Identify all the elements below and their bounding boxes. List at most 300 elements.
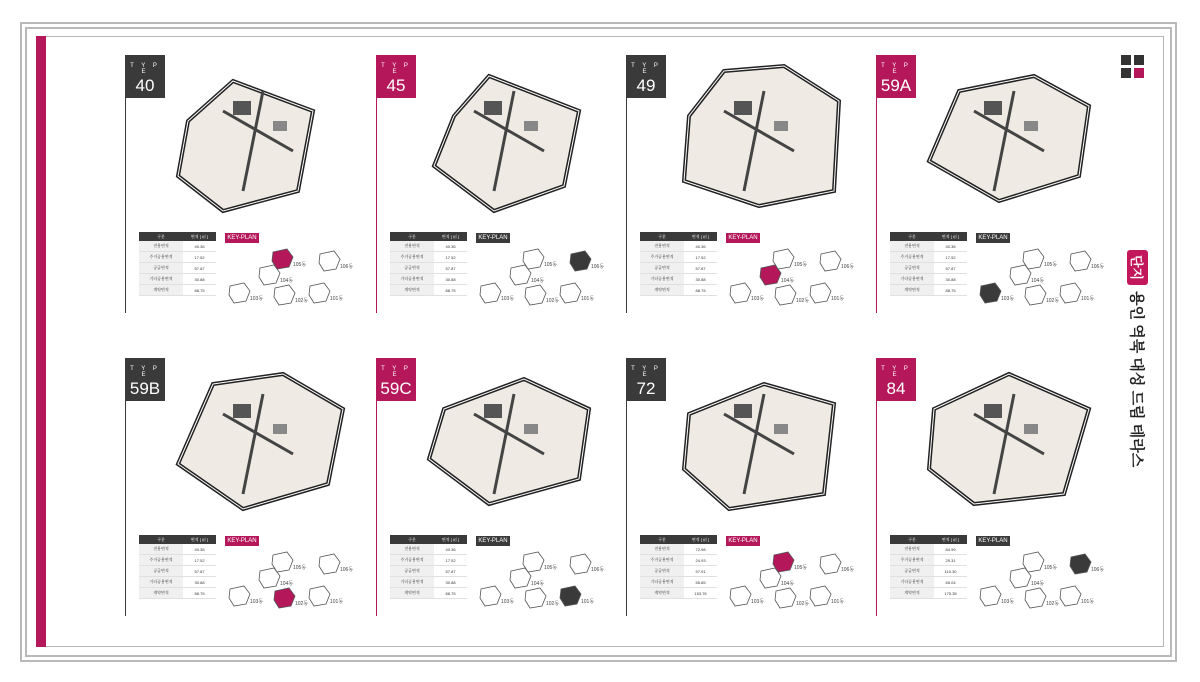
type-badge	[876, 358, 916, 401]
keyplan-building-label: 103동	[501, 599, 515, 605]
key-plan-label: KEY-PLAN	[726, 536, 760, 546]
floor-plan-image	[914, 61, 1099, 211]
keyplan-building-label: 106동	[591, 264, 605, 270]
card-accent-line	[376, 98, 377, 313]
area-row-value: 25.31	[934, 555, 967, 566]
area-row-label: 계약면적	[139, 588, 183, 599]
area-row	[640, 577, 717, 588]
area-row-value: 30.88	[434, 274, 467, 285]
area-row	[640, 241, 717, 252]
area-row-value: 40.36	[434, 241, 467, 252]
type-badge	[376, 358, 416, 401]
area-row-value: 88.75	[183, 285, 216, 296]
type-badge-label: T Y P E	[130, 63, 160, 75]
area-row-value: 30.88	[684, 274, 717, 285]
area-row-value: 97.91	[684, 566, 717, 577]
keyplan-building-label: 106동	[340, 264, 354, 270]
keyplan-building	[810, 586, 844, 606]
keyplan-building	[229, 283, 263, 303]
keyplan-building-label: 105동	[293, 565, 307, 571]
keyplan-building	[1023, 249, 1057, 269]
area-header-label: 구분	[890, 535, 934, 544]
keyplan-building	[773, 249, 807, 269]
keyplan-building-label: 105동	[1044, 565, 1058, 571]
area-row	[890, 577, 967, 588]
keyplan-building-label: 106동	[841, 264, 855, 270]
type-badge	[125, 55, 165, 98]
keyplan-building	[760, 265, 794, 285]
keyplan-building	[820, 554, 854, 574]
keyplan-building	[229, 586, 263, 606]
area-row-label: 전용면적	[390, 241, 434, 252]
type-badge-label: T Y P E	[381, 366, 411, 378]
keyplan-building-label: 104동	[1031, 581, 1045, 587]
area-row	[890, 274, 967, 285]
keyplan-building	[760, 568, 794, 588]
key-plan-label: KEY-PLAN	[476, 536, 510, 546]
area-table	[390, 535, 467, 599]
keyplan-building-label: 105동	[794, 565, 808, 571]
area-table	[890, 535, 967, 599]
area-row-label: 계약면적	[390, 285, 434, 296]
keyplan-building-label: 106동	[1091, 264, 1105, 270]
type-badge-name: 40	[135, 76, 155, 95]
area-row	[640, 263, 717, 274]
keyplan-building	[274, 588, 308, 608]
area-row-label: 기타공용면적	[640, 274, 684, 285]
keyplan-building	[523, 249, 557, 269]
area-row-label: 공급면적	[890, 566, 934, 577]
keyplan-building	[1060, 283, 1094, 303]
area-row	[139, 577, 216, 588]
keyplan-building	[775, 588, 809, 608]
area-row-label: 주거공용면적	[890, 252, 934, 263]
keyplan-building-label: 105동	[544, 565, 558, 571]
card-accent-line	[626, 98, 627, 313]
floor-plan-image	[163, 61, 348, 211]
key-plan-diagram	[976, 246, 1105, 312]
area-row	[890, 263, 967, 274]
keyplan-building	[259, 265, 293, 285]
area-row-label: 공급면적	[139, 263, 183, 274]
area-row-value: 57.87	[434, 566, 467, 577]
area-row-label: 공급면적	[640, 566, 684, 577]
type-badge-label: T Y P E	[631, 63, 661, 75]
area-table-header	[640, 232, 717, 241]
area-row-value: 57.87	[183, 566, 216, 577]
type-badge-label: T Y P E	[881, 366, 911, 378]
keyplan-building	[309, 586, 343, 606]
key-plan-label: KEY-PLAN	[976, 233, 1010, 243]
area-row	[890, 555, 967, 566]
type-badge-label: T Y P E	[381, 63, 411, 75]
area-header-value: 면적 [ ㎡ ]	[684, 535, 717, 544]
area-row-value: 17.52	[434, 252, 467, 263]
keyplan-building-label: 101동	[1081, 296, 1095, 302]
keyplan-building	[570, 251, 604, 271]
area-row	[390, 577, 467, 588]
area-row	[640, 566, 717, 577]
card-accent-line	[876, 401, 877, 616]
area-row-value: 30.88	[183, 274, 216, 285]
area-row-value: 40.36	[183, 241, 216, 252]
keyplan-building-label: 105동	[1044, 262, 1058, 268]
keyplan-building-label: 104동	[1031, 278, 1045, 284]
keyplan-building-label: 102동	[546, 298, 560, 304]
keyplan-building	[730, 283, 764, 303]
area-row	[139, 588, 216, 599]
key-plan-diagram	[976, 549, 1105, 615]
area-row	[139, 566, 216, 577]
area-row	[390, 252, 467, 263]
area-row-value: 17.52	[684, 252, 717, 263]
keyplan-building	[1010, 265, 1044, 285]
page-title	[1114, 250, 1154, 468]
area-row	[640, 285, 717, 296]
area-header-label: 구분	[390, 535, 434, 544]
keyplan-building-label: 103동	[1001, 296, 1015, 302]
area-row-value: 40.36	[684, 241, 717, 252]
area-table	[139, 232, 216, 296]
keyplan-building-label: 106동	[340, 567, 354, 573]
area-table-header	[139, 535, 216, 544]
floor-plan-image	[163, 364, 348, 514]
area-row-value: 88.75	[684, 285, 717, 296]
keyplan-building-label: 102동	[295, 298, 309, 304]
keyplan-building-label: 102동	[1046, 298, 1060, 304]
area-table	[390, 232, 467, 296]
area-table	[640, 232, 717, 296]
keyplan-building-label: 103동	[751, 599, 765, 605]
area-table	[139, 535, 216, 599]
area-row-value: 40.36	[934, 241, 967, 252]
keyplan-building-label: 101동	[330, 599, 344, 605]
area-row-label: 전용면적	[390, 544, 434, 555]
area-row-label: 주거공용면적	[139, 555, 183, 566]
keyplan-building	[1023, 552, 1057, 572]
key-plan-label: KEY-PLAN	[225, 536, 259, 546]
area-row	[139, 555, 216, 566]
area-row	[890, 252, 967, 263]
key-plan-diagram	[476, 549, 605, 615]
area-row-label: 기타공용면적	[390, 577, 434, 588]
area-row-value: 65.04	[934, 577, 967, 588]
area-header-label: 구분	[640, 232, 684, 241]
keyplan-building-label: 102동	[1046, 601, 1060, 607]
type-badge-name: 45	[386, 76, 406, 95]
area-header-value: 면적 [ ㎡ ]	[434, 232, 467, 241]
keyplan-building-label: 103동	[1001, 599, 1015, 605]
area-row-value: 55.85	[684, 577, 717, 588]
area-row	[390, 263, 467, 274]
keyplan-building-label: 104동	[280, 581, 294, 587]
area-row	[640, 274, 717, 285]
area-row-label: 계약면적	[640, 285, 684, 296]
area-table-header	[890, 232, 967, 241]
area-row	[890, 588, 967, 599]
area-row-label: 계약면적	[890, 285, 934, 296]
unit-type-card	[626, 55, 854, 315]
area-row-value: 17.52	[434, 555, 467, 566]
keyplan-building-label: 101동	[581, 296, 595, 302]
keyplan-building-label: 103동	[751, 296, 765, 302]
keyplan-building	[510, 568, 544, 588]
type-badge-name: 49	[636, 76, 656, 95]
area-row-label: 주거공용면적	[640, 555, 684, 566]
area-row-value: 30.88	[183, 577, 216, 588]
keyplan-building	[980, 283, 1014, 303]
area-row	[139, 274, 216, 285]
keyplan-building	[810, 283, 844, 303]
keyplan-building-label: 101동	[581, 599, 595, 605]
area-row	[139, 252, 216, 263]
type-badge-label: T Y P E	[631, 366, 661, 378]
area-table-header	[890, 535, 967, 544]
keyplan-building	[523, 552, 557, 572]
type-badge-name: 59A	[880, 76, 912, 95]
key-plan-diagram	[726, 246, 855, 312]
keyplan-building	[319, 554, 353, 574]
keyplan-building-label: 104동	[781, 581, 795, 587]
area-row-label: 계약면적	[890, 588, 934, 599]
keyplan-building	[730, 586, 764, 606]
page-title-text: 용인 역북 대성 드림 테라스	[1128, 291, 1145, 468]
area-header-value: 면적 [ ㎡ ]	[684, 232, 717, 241]
keyplan-building	[560, 586, 594, 606]
type-badge	[876, 55, 916, 98]
card-accent-line	[626, 401, 627, 616]
area-row-value: 110.30	[934, 566, 967, 577]
key-plan-label: KEY-PLAN	[726, 233, 760, 243]
area-row	[390, 566, 467, 577]
type-badge	[626, 358, 666, 401]
area-row	[139, 544, 216, 555]
keyplan-building-label: 105동	[293, 262, 307, 268]
type-badge	[125, 358, 165, 401]
area-table-header	[390, 232, 467, 241]
floor-plan-image	[414, 364, 599, 514]
keyplan-building-label: 106동	[1091, 567, 1105, 573]
unit-type-card	[876, 55, 1104, 315]
area-row	[390, 241, 467, 252]
keyplan-building	[259, 568, 293, 588]
area-row-label: 전용면적	[139, 241, 183, 252]
area-row-value: 57.87	[434, 263, 467, 274]
keyplan-building	[309, 283, 343, 303]
keyplan-building-label: 104동	[280, 278, 294, 284]
keyplan-building	[1025, 588, 1059, 608]
area-table-header	[640, 535, 717, 544]
area-row-label: 기타공용면적	[139, 577, 183, 588]
keyplan-building	[1060, 586, 1094, 606]
key-plan-label: KEY-PLAN	[476, 233, 510, 243]
type-badge-name: 59C	[380, 379, 412, 398]
area-row-label: 계약면적	[139, 285, 183, 296]
area-row-label: 기타공용면적	[890, 274, 934, 285]
keyplan-building	[480, 283, 514, 303]
keyplan-building	[525, 285, 559, 305]
card-accent-line	[876, 98, 877, 313]
area-table	[890, 232, 967, 296]
area-row-label: 기타공용면적	[139, 274, 183, 285]
area-table-header	[390, 535, 467, 544]
key-plan-label: KEY-PLAN	[976, 536, 1010, 546]
area-row	[890, 285, 967, 296]
area-row-label: 기타공용면적	[390, 274, 434, 285]
area-row	[640, 544, 717, 555]
area-row	[390, 544, 467, 555]
keyplan-building-label: 101동	[831, 599, 845, 605]
area-row	[640, 252, 717, 263]
area-row-label: 주거공용면적	[139, 252, 183, 263]
area-row-label: 전용면적	[640, 241, 684, 252]
area-header-value: 면적 [ ㎡ ]	[183, 535, 216, 544]
area-header-label: 구분	[890, 232, 934, 241]
keyplan-building	[272, 249, 306, 269]
floor-plan-image	[664, 364, 849, 514]
keyplan-building-label: 105동	[544, 262, 558, 268]
keyplan-building-label: 105동	[794, 262, 808, 268]
area-row-value: 17.52	[934, 252, 967, 263]
keyplan-building	[570, 554, 604, 574]
area-row-value: 57.87	[934, 263, 967, 274]
key-plan-label: KEY-PLAN	[225, 233, 259, 243]
area-row-value: 17.52	[183, 555, 216, 566]
keyplan-building-label: 101동	[831, 296, 845, 302]
area-row-value: 72.98	[684, 544, 717, 555]
keyplan-building-label: 103동	[250, 599, 264, 605]
keyplan-building-label: 101동	[1081, 599, 1095, 605]
area-row-label: 기타공용면적	[640, 577, 684, 588]
area-header-value: 면적 [ ㎡ ]	[434, 535, 467, 544]
unit-type-card	[376, 358, 604, 618]
type-badge	[626, 55, 666, 98]
area-row-label: 공급면적	[640, 263, 684, 274]
keyplan-building	[773, 552, 807, 572]
keyplan-building	[560, 283, 594, 303]
area-row-value: 84.99	[934, 544, 967, 555]
area-row-label: 전용면적	[640, 544, 684, 555]
area-row-value: 57.87	[183, 263, 216, 274]
key-plan-diagram	[476, 246, 605, 312]
area-row	[139, 285, 216, 296]
area-row-value: 88.75	[183, 588, 216, 599]
keyplan-building	[510, 265, 544, 285]
area-header-label: 구분	[640, 535, 684, 544]
area-header-value: 면적 [ ㎡ ]	[183, 232, 216, 241]
key-plan-diagram	[726, 549, 855, 615]
area-row-label: 전용면적	[890, 241, 934, 252]
floor-plan-image	[414, 61, 599, 211]
card-accent-line	[125, 98, 126, 313]
unit-type-card	[125, 358, 353, 618]
floor-plan-image	[664, 61, 849, 211]
keyplan-building-label: 102동	[796, 601, 810, 607]
area-row	[890, 544, 967, 555]
area-row-label: 주거공용면적	[390, 555, 434, 566]
area-row	[390, 285, 467, 296]
keyplan-building	[1070, 251, 1104, 271]
area-header-value: 면적 [ ㎡ ]	[934, 535, 967, 544]
area-row-label: 공급면적	[390, 263, 434, 274]
card-accent-line	[125, 401, 126, 616]
area-row-label: 계약면적	[390, 588, 434, 599]
keyplan-building	[775, 285, 809, 305]
keyplan-building	[1070, 554, 1104, 574]
type-badge-label: T Y P E	[130, 366, 160, 378]
area-row-value: 24.93	[684, 555, 717, 566]
area-row-label: 계약면적	[640, 588, 684, 599]
area-row	[139, 263, 216, 274]
area-row	[390, 588, 467, 599]
key-plan-diagram	[225, 246, 354, 312]
area-row-label: 전용면적	[890, 544, 934, 555]
type-badge-label: T Y P E	[881, 63, 911, 75]
type-badge-name: 72	[636, 379, 656, 398]
area-row-value: 88.75	[434, 588, 467, 599]
keyplan-building-label: 104동	[531, 581, 545, 587]
area-row	[139, 241, 216, 252]
brand-logo-icon	[1121, 55, 1145, 79]
type-badge-name: 84	[886, 379, 906, 398]
area-row-value: 88.75	[934, 285, 967, 296]
keyplan-building-label: 104동	[531, 278, 545, 284]
card-accent-line	[376, 401, 377, 616]
unit-type-card	[125, 55, 353, 315]
area-row	[640, 555, 717, 566]
keyplan-building-label: 106동	[591, 567, 605, 573]
unit-type-card	[626, 358, 854, 618]
page-title-badge: 단지	[1127, 250, 1148, 285]
keyplan-building	[980, 586, 1014, 606]
keyplan-building	[319, 251, 353, 271]
keyplan-building	[480, 586, 514, 606]
keyplan-building	[820, 251, 854, 271]
area-row-value: 40.36	[434, 544, 467, 555]
keyplan-building	[525, 588, 559, 608]
area-row-value: 30.88	[934, 274, 967, 285]
area-header-label: 구분	[390, 232, 434, 241]
unit-type-card	[876, 358, 1104, 618]
accent-bar	[36, 36, 46, 647]
area-row-value: 30.88	[434, 577, 467, 588]
keyplan-building-label: 103동	[501, 296, 515, 302]
area-row	[640, 588, 717, 599]
area-header-label: 구분	[139, 232, 183, 241]
keyplan-building	[274, 285, 308, 305]
keyplan-building-label: 102동	[796, 298, 810, 304]
type-badge-name: 59B	[129, 379, 161, 398]
floor-plan-image	[914, 364, 1099, 514]
area-row-label: 공급면적	[390, 566, 434, 577]
key-plan-diagram	[225, 549, 354, 615]
keyplan-building	[272, 552, 306, 572]
area-row-value: 40.36	[183, 544, 216, 555]
area-row	[890, 566, 967, 577]
area-table-header	[139, 232, 216, 241]
unit-type-card	[376, 55, 604, 315]
keyplan-building-label: 102동	[295, 601, 309, 607]
keyplan-building	[1010, 568, 1044, 588]
area-row	[890, 241, 967, 252]
area-row-value: 17.52	[183, 252, 216, 263]
area-row	[390, 274, 467, 285]
keyplan-building-label: 103동	[250, 296, 264, 302]
area-row-label: 공급면적	[890, 263, 934, 274]
area-header-label: 구분	[139, 535, 183, 544]
area-row-label: 주거공용면적	[390, 252, 434, 263]
keyplan-building	[1025, 285, 1059, 305]
